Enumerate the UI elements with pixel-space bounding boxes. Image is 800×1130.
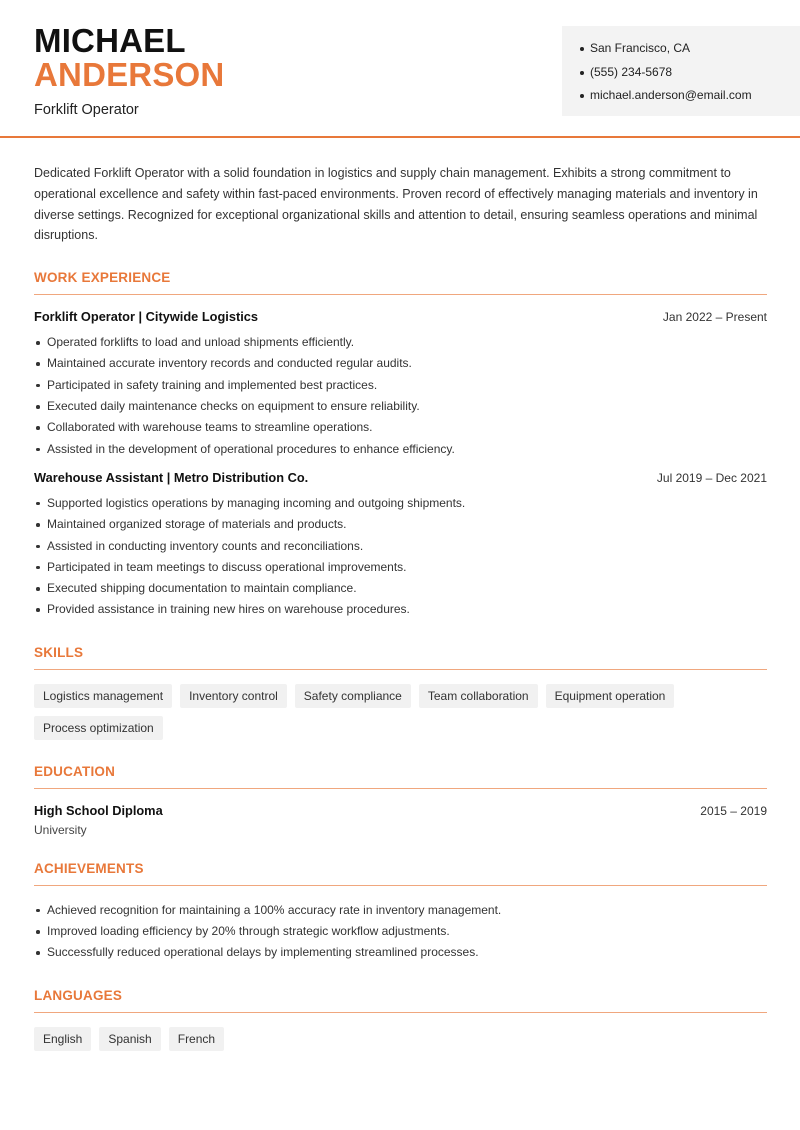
contact-location: San Francisco, CA (580, 37, 800, 61)
job-header (34, 309, 767, 324)
languages-list (34, 1027, 767, 1051)
resume-header (0, 0, 800, 138)
skill-chip: Safety compliance (295, 684, 411, 708)
contact-email[interactable]: michael.anderson@email.com (580, 84, 800, 108)
list-item: Assisted in conducting inventory counts and reconciliations. (34, 536, 767, 557)
last-name: ANDERSON (34, 56, 225, 93)
first-name: MICHAEL (34, 22, 186, 59)
contact-box (562, 26, 800, 116)
section-title-languages: LANGUAGES (34, 988, 767, 1013)
job-date: Jul 2019 – Dec 2021 (656, 470, 767, 485)
skill-chip: Team collaboration (419, 684, 538, 708)
section-title-education: EDUCATION (34, 764, 767, 789)
contact-list (562, 26, 800, 108)
list-item: Improved loading efficiency by 20% through strategic workflow adjustments. (34, 921, 767, 942)
education-date: 2015 – 2019 (700, 803, 767, 818)
section-title-achievements: ACHIEVEMENTS (34, 861, 767, 886)
list-item: Successfully reduced operational delays by implementing streamlined processes. (34, 942, 767, 963)
list-item: Maintained organized storage of materials and products. (34, 514, 767, 535)
skill-chip: Equipment operation (546, 684, 675, 708)
job-heading: Warehouse Assistant | Metro Distribution Co. (34, 469, 309, 485)
contact-phone: (555) 234-5678 (580, 61, 800, 85)
list-item: Achieved recognition for maintaining a 100% accuracy rate in inventory management. (34, 900, 767, 921)
job-bullets (34, 493, 767, 621)
job-header (34, 470, 767, 485)
list-item: Executed daily maintenance checks on equipment to ensure reliability. (34, 396, 767, 417)
list-item: Executed shipping documentation to maintain compliance. (34, 578, 767, 599)
list-item: Operated forklifts to load and unload shipments efficiently. (34, 332, 767, 353)
name-block (34, 24, 224, 118)
skill-chip: Logistics management (34, 684, 172, 708)
language-chip: English (34, 1027, 91, 1051)
skill-chip: Inventory control (180, 684, 287, 708)
achievements-list (34, 900, 767, 964)
section-title-work-experience: WORK EXPERIENCE (34, 270, 767, 295)
list-item: Collaborated with warehouse teams to streamline operations. (34, 417, 767, 438)
list-item: Participated in team meetings to discuss operational improvements. (34, 557, 767, 578)
skill-chip: Process optimization (34, 716, 163, 740)
education-degree: High School Diploma (34, 802, 163, 818)
job-heading: Forklift Operator | Citywide Logistics (34, 309, 259, 325)
language-chip: French (169, 1027, 224, 1051)
language-chip: Spanish (99, 1027, 160, 1051)
job-title: Forklift Operator (34, 102, 139, 118)
list-item: Provided assistance in training new hires on warehouse procedures. (34, 599, 767, 620)
skills-list (34, 684, 767, 740)
job-entry (34, 470, 767, 621)
list-item: Participated in safety training and implemented best practices. (34, 375, 767, 396)
job-bullets (34, 332, 767, 460)
education-entry (34, 803, 767, 837)
job-entry (34, 309, 767, 460)
section-title-skills: SKILLS (34, 645, 767, 670)
list-item: Assisted in the development of operational procedures to enhance efficiency. (34, 439, 767, 460)
list-item: Supported logistics operations by managing incoming and outgoing shipments. (34, 493, 767, 514)
professional-summary: Dedicated Forklift Operator with a solid foundation in logistics and supply chain management. Exhibits a strong commitment to operational excellence and safety within fast-paced environments. Proven record of effectively managing materials and inventory in diverse settings. Recognized for exceptional organizational skills and attention to detail, ensuring seamless operations and minimal disruptions. (34, 166, 758, 243)
resume-content (34, 163, 767, 1051)
education-school: University (34, 822, 87, 837)
job-date: Jan 2022 – Present (662, 310, 767, 325)
education-header (34, 803, 767, 818)
list-item: Maintained accurate inventory records and conducted regular audits. (34, 353, 767, 374)
